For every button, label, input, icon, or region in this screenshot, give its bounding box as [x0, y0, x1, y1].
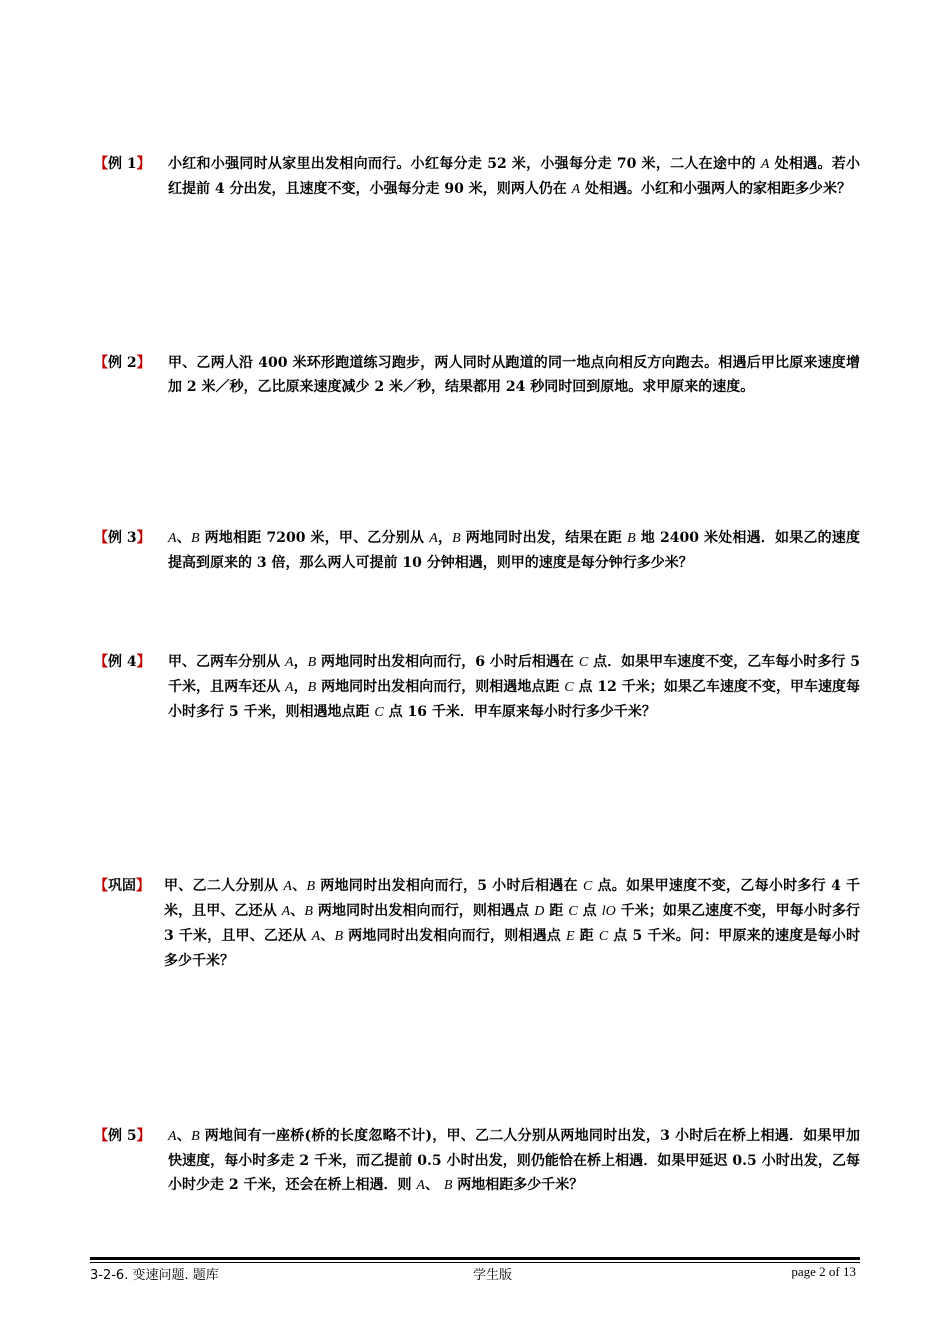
page-footer	[90, 1264, 860, 1284]
problem-text: 甲、乙二人分别从 A、B 两地同时出发相向而行，5 小时后相遇在 C 点。如果甲速度不变，乙每小时多行 4 千米，且甲、乙还从 A、B 两地同时出发相向而行，则相遇点 D 距 C 点 lO 千米；如果乙速度不变，甲每小时多行 3 千米，且甲、乙还从 A、B 两地同时出发相向而行，则相遇点 E 距 C 点 5 千米。问：甲原来的速度是每小时多少千米？	[164, 878, 861, 969]
footer-rule-thin	[90, 1262, 860, 1263]
problem-label: 【例 4】	[94, 654, 151, 670]
problem-1	[94, 152, 860, 202]
footer-source: 3-2-6. 变速问题. 题库	[90, 1268, 219, 1283]
footer-rule-thick	[90, 1257, 860, 1260]
problem-text: 甲、乙两人沿 400 米环形跑道练习跑步，两人同时从跑道的同一地点向相反方向跑去。相遇后甲比原来速度增加 2 米／秒，乙比原来速度减少 2 米／秒，结果都用 24 秒同时回到原地。求甲原来的速度。	[168, 355, 860, 395]
problem-3	[94, 526, 860, 575]
problem-4	[94, 650, 860, 725]
problem-2	[94, 351, 860, 399]
footer-edition: 学生版	[473, 1268, 513, 1283]
problem-5	[94, 1124, 860, 1198]
problem-label: 【例 3】	[94, 530, 151, 546]
problem-text: A、B 两地间有一座桥(桥的长度忽略不计)，甲、乙二人分别从两地同时出发，3 小时后在桥上相遇．如果甲加快速度，每小时多走 2 千米，而乙提前 0.5 小时出发，则仍能恰在桥上相遇．如果甲延迟 0.5 小时出发，乙每小时少走 2 千米，还会在桥上相遇．则 A、 B 两地相距多少千米？	[168, 1128, 860, 1193]
problem-text: 甲、乙两车分别从 A，B 两地同时出发相向而行，6 小时后相遇在 C 点．如果甲车速度不变，乙车每小时多行 5 千米，且两车还从 A，B 两地同时出发相向而行，则相遇地点距 C 点 12 千米；如果乙车速度不变，甲车速度每小时多行 5 千米，则相遇地点距 C 点 16 千米．甲车原来每小时行多少千米？	[168, 654, 861, 720]
problem-consolidation	[94, 874, 860, 973]
problem-label: 【例 2】	[94, 355, 151, 371]
problem-label: 【例 5】	[94, 1128, 151, 1144]
problem-label: 【例 1】	[94, 156, 151, 172]
problem-text: 小红和小强同时从家里出发相向而行。小红每分走 52 米，小强每分走 70 米，二人在途中的 A 处相遇。若小红提前 4 分出发，且速度不变，小强每分走 90 米，则两人仍在 A 处相遇。小红和小强两人的家相距多少米？	[168, 156, 860, 197]
problem-text: A、B 两地相距 7200 米，甲、乙分别从 A，B 两地同时出发，结果在距 B 地 2400 米处相遇．如果乙的速度提高到原来的 3 倍，那么两人可提前 10 分钟相遇，则甲的速度是每分钟行多少米？	[168, 530, 861, 571]
problem-label: 【巩固】	[94, 878, 150, 894]
footer-page-number: page 2 of 13	[791, 1264, 856, 1279]
